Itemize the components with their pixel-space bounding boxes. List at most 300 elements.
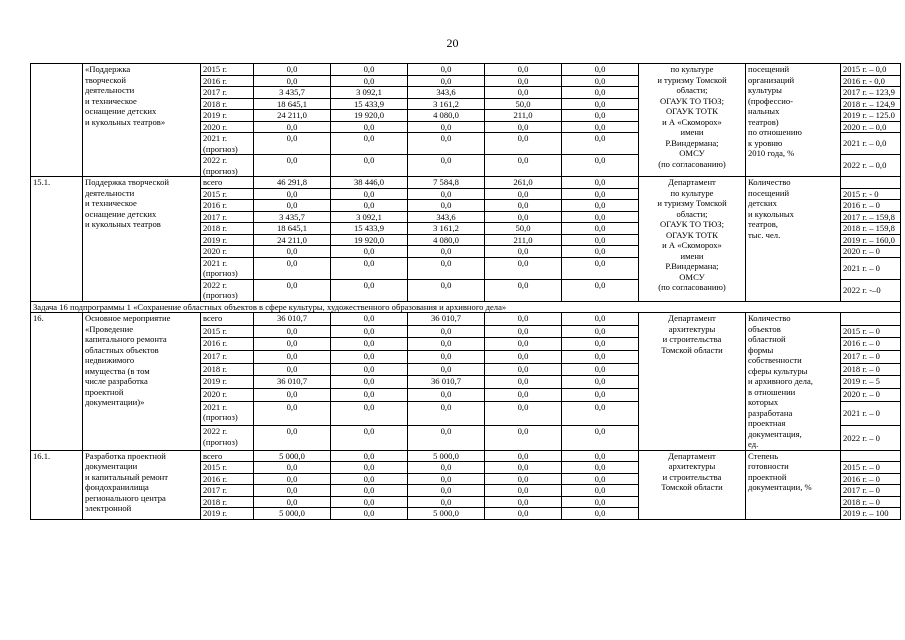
value-cell: 0,0 <box>562 389 639 402</box>
text-line: ОГАУК ТО ТЮЗ; <box>660 219 724 229</box>
target-cell: 2020 г. – 0 <box>841 389 901 402</box>
value-cell: 0,0 <box>485 75 562 87</box>
table-row <box>31 313 901 326</box>
text-line: Количество <box>748 177 791 187</box>
text-line: всего <box>203 450 223 461</box>
value-cell: 0,0 <box>254 75 331 87</box>
item-name <box>83 177 201 302</box>
year-cell <box>201 389 254 402</box>
value-cell: 3 161,2 <box>408 98 485 110</box>
value-cell: 0,0 <box>562 401 639 425</box>
target-cell: 2015 г. – 0 <box>841 325 901 338</box>
target-cell: 2015 г. – 0 <box>841 462 901 474</box>
text-line: 2017 г. <box>203 351 228 362</box>
year-cell <box>201 87 254 99</box>
target-cell: 2017 г. – 123,9 <box>841 87 901 99</box>
text-line: имени <box>680 127 704 137</box>
value-cell: 0,0 <box>562 200 639 212</box>
year-cell <box>201 496 254 508</box>
text-line: области; <box>676 208 708 219</box>
text-line: 2021 г. <box>203 257 228 268</box>
text-line: 2016 г. <box>203 338 228 349</box>
value-cell: 0,0 <box>485 363 562 376</box>
text-line: электронной <box>85 503 132 513</box>
value-cell: 0,0 <box>562 110 639 122</box>
page-number: 20 <box>446 36 459 50</box>
value-cell: 5 000,0 <box>254 450 331 462</box>
text-line: фондохранилища <box>85 482 149 492</box>
value-cell: 24 211,0 <box>254 110 331 122</box>
value-cell: 0,0 <box>562 188 639 200</box>
year-cell <box>201 155 254 177</box>
text-line: разработана <box>748 407 793 418</box>
value-cell: 46 291,8 <box>254 177 331 189</box>
value-cell: 0,0 <box>562 87 639 99</box>
value-cell: 0,0 <box>562 75 639 87</box>
text-line: ед. <box>748 439 759 449</box>
text-line: готовности <box>748 461 789 471</box>
value-cell: 0,0 <box>562 473 639 485</box>
table-row <box>31 177 901 189</box>
value-cell: 0,0 <box>562 351 639 364</box>
year-cell <box>201 313 254 326</box>
year-cell <box>201 376 254 389</box>
text-line: области; <box>676 85 708 95</box>
value-cell: 0,0 <box>254 279 331 301</box>
text-line: недвижимого <box>85 355 135 365</box>
value-cell: 0,0 <box>562 133 639 155</box>
text-line: тыс. чел. <box>748 229 781 240</box>
value-cell: 0,0 <box>485 257 562 279</box>
value-cell: 0,0 <box>331 462 408 474</box>
text-line: 2019 г. <box>203 508 228 518</box>
value-cell: 5 000,0 <box>254 508 331 520</box>
text-line: собственности <box>748 355 802 365</box>
text-line: 2022 г. <box>203 155 228 165</box>
target-cell: 2018 г. – 0 <box>841 496 901 508</box>
target-cell: 2017 г. – 0 <box>841 351 901 364</box>
year-cell <box>201 450 254 462</box>
year-cell <box>201 64 254 76</box>
text-line: и кукольных <box>748 208 794 219</box>
text-line: нальных <box>748 106 780 116</box>
value-cell: 0,0 <box>408 389 485 402</box>
year-cell <box>201 351 254 364</box>
value-cell: 0,0 <box>254 363 331 376</box>
text-line: ОГАУК ТОТК <box>666 229 718 240</box>
text-line: всего <box>203 177 223 187</box>
year-cell <box>201 426 254 450</box>
value-cell: 0,0 <box>562 279 639 301</box>
value-cell: 0,0 <box>254 496 331 508</box>
text-line: (по согласованию) <box>658 282 726 292</box>
value-cell: 0,0 <box>408 401 485 425</box>
target-cell: 2016 г. – 0 <box>841 338 901 351</box>
value-cell: 0,0 <box>485 508 562 520</box>
text-line: формы <box>748 344 774 355</box>
year-cell <box>201 133 254 155</box>
value-cell: 211,0 <box>485 234 562 246</box>
value-cell: 4 080,0 <box>408 110 485 122</box>
value-cell: 3 435,7 <box>254 87 331 99</box>
value-cell: 0,0 <box>485 450 562 462</box>
text-line: «Поддержка <box>85 64 131 74</box>
text-line: областных объектов <box>85 344 159 355</box>
text-line: 2021 г. <box>203 133 228 143</box>
value-cell: 0,0 <box>485 64 562 76</box>
target-cell: 2022 г. – 0 <box>841 426 901 450</box>
value-cell: 0,0 <box>408 473 485 485</box>
value-cell: 0,0 <box>331 279 408 301</box>
value-cell: 5 000,0 <box>408 508 485 520</box>
text-line: посещений <box>748 64 790 74</box>
target-cell: 2015 г. – 0,0 <box>841 64 901 76</box>
value-cell: 3 161,2 <box>408 223 485 235</box>
value-cell: 0,0 <box>331 450 408 462</box>
text-line: всего <box>203 313 223 323</box>
text-line: Р.Виндермана; <box>665 261 719 271</box>
value-cell: 0,0 <box>331 401 408 425</box>
text-line: 2018 г. <box>203 496 228 507</box>
text-line: 2015 г. <box>203 462 228 472</box>
text-line: (прогноз) <box>203 143 238 154</box>
item-name <box>83 64 201 177</box>
value-cell: 0,0 <box>408 75 485 87</box>
text-line: 2016 г. <box>203 200 228 210</box>
value-cell: 0,0 <box>254 389 331 402</box>
text-line: организаций <box>748 74 795 85</box>
table-row <box>31 64 901 76</box>
text-line: имени <box>680 250 704 261</box>
text-line: по отношению <box>748 127 802 137</box>
value-cell: 38 446,0 <box>331 177 408 189</box>
text-line: 2016 г. <box>203 473 228 484</box>
value-cell: 0,0 <box>408 338 485 351</box>
value-cell: 15 433,9 <box>331 223 408 235</box>
text-line: творческой <box>85 74 126 85</box>
value-cell: 0,0 <box>562 155 639 177</box>
value-cell: 343,6 <box>408 87 485 99</box>
task-title: Задача 16 подпрограммы 1 «Сохранение областных объектов в сфере культуры, художественного образования и архивного дела» <box>31 301 901 313</box>
value-cell: 36 010,7 <box>408 376 485 389</box>
value-cell: 0,0 <box>562 363 639 376</box>
indicator <box>746 450 841 519</box>
text-line: 2019 г. <box>203 110 228 120</box>
value-cell: 0,0 <box>408 155 485 177</box>
value-cell: 0,0 <box>254 200 331 212</box>
target-cell: 2016 г. - 0,0 <box>841 75 901 87</box>
text-line: и А «Скоморох» <box>662 116 722 127</box>
value-cell: 261,0 <box>485 177 562 189</box>
year-cell <box>201 223 254 235</box>
text-line: имущества (в том <box>85 365 150 376</box>
target-cell: 2015 г. - 0 <box>841 188 901 200</box>
text-line: Департамент <box>668 450 716 461</box>
text-line: деятельности <box>85 85 135 95</box>
value-cell: 15 433,9 <box>331 98 408 110</box>
value-cell: 0,0 <box>254 257 331 279</box>
text-line: капитального ремонта <box>85 334 167 344</box>
value-cell: 0,0 <box>331 376 408 389</box>
year-cell <box>201 485 254 497</box>
year-cell <box>201 325 254 338</box>
item-number: 16.1. <box>31 450 83 519</box>
item-number: 15.1. <box>31 177 83 302</box>
text-line: «Проведение <box>85 323 134 334</box>
text-line: (прогноз) <box>203 436 238 447</box>
text-line: 2020 г. <box>203 246 228 256</box>
value-cell: 0,0 <box>408 485 485 497</box>
target-cell <box>841 177 901 189</box>
year-cell <box>201 177 254 189</box>
year-cell <box>201 338 254 351</box>
value-cell: 0,0 <box>562 450 639 462</box>
text-line: ОМСУ <box>679 271 705 282</box>
value-cell: 3 092,1 <box>331 211 408 223</box>
text-line: (прогноз) <box>203 412 238 423</box>
value-cell: 0,0 <box>254 485 331 497</box>
year-cell <box>201 188 254 200</box>
value-cell: 0,0 <box>408 188 485 200</box>
value-cell: 0,0 <box>331 496 408 508</box>
text-line: ОГАУК ТОТК <box>666 106 718 116</box>
value-cell: 0,0 <box>408 200 485 212</box>
value-cell: 0,0 <box>562 508 639 520</box>
year-cell <box>201 508 254 520</box>
text-line: 2017 г. <box>203 87 228 97</box>
text-line: архитектуры <box>668 323 716 334</box>
value-cell: 0,0 <box>254 121 331 133</box>
text-line: архитектуры <box>668 461 716 471</box>
value-cell: 0,0 <box>408 363 485 376</box>
target-cell: 2017 г. – 159,8 <box>841 211 901 223</box>
value-cell: 0,0 <box>562 496 639 508</box>
value-cell: 0,0 <box>408 496 485 508</box>
value-cell: 7 584,8 <box>408 177 485 189</box>
text-line: и капитальный ремонт <box>85 471 168 482</box>
text-line: культуры <box>748 85 782 95</box>
text-line: 2019 г. <box>203 376 228 387</box>
text-line: 2019 г. <box>203 234 228 245</box>
value-cell: 0,0 <box>485 133 562 155</box>
text-line: и туризму Томской <box>657 74 727 85</box>
value-cell: 0,0 <box>562 246 639 258</box>
text-line: 2016 г. <box>203 75 228 86</box>
value-cell: 0,0 <box>254 325 331 338</box>
text-line: 2015 г. <box>203 188 228 199</box>
value-cell: 343,6 <box>408 211 485 223</box>
value-cell: 0,0 <box>485 325 562 338</box>
target-cell: 2016 г. – 0 <box>841 200 901 212</box>
value-cell: 0,0 <box>562 234 639 246</box>
value-cell: 0,0 <box>254 133 331 155</box>
value-cell: 0,0 <box>408 121 485 133</box>
value-cell: 0,0 <box>408 462 485 474</box>
target-cell: 2017 г. – 0 <box>841 485 901 497</box>
target-cell: 2019 г. – 160,0 <box>841 234 901 246</box>
value-cell: 0,0 <box>408 257 485 279</box>
value-cell: 0,0 <box>331 155 408 177</box>
text-line: 2017 г. <box>203 211 228 222</box>
value-cell: 0,0 <box>562 223 639 235</box>
value-cell: 0,0 <box>254 246 331 258</box>
text-line: 2010 года, % <box>748 148 795 158</box>
executor <box>639 177 746 302</box>
text-line: 2022 г. <box>203 279 228 290</box>
value-cell: 0,0 <box>254 462 331 474</box>
target-cell: 2021 г. – 0 <box>841 401 901 425</box>
value-cell: 0,0 <box>408 325 485 338</box>
value-cell: 0,0 <box>485 496 562 508</box>
target-cell: 2022 г. -–0 <box>841 279 901 301</box>
text-line: и А «Скоморох» <box>662 240 722 250</box>
value-cell: 36 010,7 <box>408 313 485 326</box>
text-line: и туризму Томской <box>657 198 727 208</box>
value-cell: 0,0 <box>254 64 331 76</box>
value-cell: 0,0 <box>331 257 408 279</box>
target-cell: 2022 г. – 0,0 <box>841 155 901 177</box>
value-cell: 0,0 <box>562 177 639 189</box>
text-line: ОМСУ <box>679 148 705 158</box>
value-cell: 0,0 <box>331 121 408 133</box>
table-row <box>31 450 901 462</box>
value-cell: 0,0 <box>485 485 562 497</box>
text-line: сферы культуры <box>748 365 808 376</box>
value-cell: 0,0 <box>562 376 639 389</box>
value-cell: 0,0 <box>562 338 639 351</box>
text-line: документации, % <box>748 482 812 492</box>
text-line: регионального центра <box>85 492 166 503</box>
value-cell: 0,0 <box>254 338 331 351</box>
value-cell: 0,0 <box>331 485 408 497</box>
target-cell <box>841 313 901 326</box>
value-cell: 0,0 <box>331 313 408 326</box>
year-cell <box>201 279 254 301</box>
value-cell: 0,0 <box>485 246 562 258</box>
value-cell: 0,0 <box>331 338 408 351</box>
target-cell <box>841 450 901 462</box>
year-cell <box>201 121 254 133</box>
item-number <box>31 64 83 177</box>
text-line: по культуре <box>670 187 714 198</box>
value-cell: 18 645,1 <box>254 98 331 110</box>
text-line: которых <box>748 397 779 407</box>
target-cell: 2018 г. – 159,8 <box>841 223 901 235</box>
value-cell: 0,0 <box>562 257 639 279</box>
value-cell: 5 000,0 <box>408 450 485 462</box>
text-line: театров, <box>748 219 778 229</box>
executor <box>639 313 746 451</box>
value-cell: 19 920,0 <box>331 234 408 246</box>
value-cell: 0,0 <box>485 313 562 326</box>
text-line: оснащение детских <box>85 208 157 219</box>
value-cell: 0,0 <box>408 351 485 364</box>
year-cell <box>201 401 254 425</box>
text-line: по культуре <box>670 64 714 74</box>
value-cell: 0,0 <box>485 426 562 450</box>
text-line: Департамент <box>668 313 716 323</box>
value-cell: 0,0 <box>485 121 562 133</box>
text-line: Томской области <box>661 344 723 355</box>
target-cell: 2018 г. – 124,9 <box>841 98 901 110</box>
value-cell: 0,0 <box>408 426 485 450</box>
text-line: 2022 г. <box>203 426 228 437</box>
text-line: деятельности <box>85 187 135 198</box>
value-cell: 0,0 <box>485 473 562 485</box>
year-cell <box>201 257 254 279</box>
value-cell: 0,0 <box>331 188 408 200</box>
program-table <box>30 63 901 520</box>
value-cell: 0,0 <box>562 98 639 110</box>
value-cell: 0,0 <box>331 200 408 212</box>
value-cell: 0,0 <box>562 121 639 133</box>
value-cell: 24 211,0 <box>254 234 331 246</box>
value-cell: 0,0 <box>331 473 408 485</box>
target-cell: 2021 г. – 0,0 <box>841 133 901 155</box>
text-line: и техническое <box>85 198 137 208</box>
text-line: (прогноз) <box>203 290 238 300</box>
year-cell <box>201 98 254 110</box>
value-cell: 0,0 <box>485 200 562 212</box>
target-cell: 2021 г. – 0 <box>841 257 901 279</box>
value-cell: 0,0 <box>408 246 485 258</box>
text-line: 2018 г. <box>203 98 228 109</box>
indicator <box>746 177 841 302</box>
text-line: Р.Виндермана; <box>665 137 719 148</box>
year-cell <box>201 110 254 122</box>
text-line: документации <box>85 461 138 471</box>
text-line: областной <box>748 334 786 344</box>
text-line: и кукольных театров» <box>85 116 166 127</box>
text-line: проектной <box>748 471 787 482</box>
target-cell: 2020 г. – 0,0 <box>841 121 901 133</box>
text-line: в отношении <box>748 386 796 397</box>
target-cell: 2016 г. – 0 <box>841 473 901 485</box>
value-cell: 0,0 <box>408 64 485 76</box>
item-name <box>83 450 201 519</box>
value-cell: 0,0 <box>331 133 408 155</box>
year-cell <box>201 200 254 212</box>
value-cell: 0,0 <box>485 376 562 389</box>
value-cell: 0,0 <box>485 338 562 351</box>
value-cell: 0,0 <box>331 426 408 450</box>
value-cell: 0,0 <box>485 188 562 200</box>
text-line: Количество <box>748 313 791 323</box>
value-cell: 0,0 <box>562 462 639 474</box>
value-cell: 0,0 <box>254 188 331 200</box>
text-line: проектная <box>748 418 786 428</box>
value-cell: 0,0 <box>485 401 562 425</box>
value-cell: 3 435,7 <box>254 211 331 223</box>
year-cell <box>201 211 254 223</box>
target-cell: 2018 г. – 0 <box>841 363 901 376</box>
task-row <box>31 301 901 313</box>
text-line: числе разработка <box>85 376 148 386</box>
text-line: Разработка проектной <box>85 450 166 461</box>
value-cell: 19 920,0 <box>331 110 408 122</box>
text-line: и строительства <box>662 334 722 344</box>
text-line: объектов <box>748 323 781 334</box>
value-cell: 3 092,1 <box>331 87 408 99</box>
target-cell: 2019 г. – 100 <box>841 508 901 520</box>
text-line: 2015 г. <box>203 325 228 336</box>
value-cell: 0,0 <box>485 279 562 301</box>
value-cell: 0,0 <box>254 351 331 364</box>
value-cell: 0,0 <box>562 211 639 223</box>
value-cell: 0,0 <box>254 155 331 177</box>
value-cell: 4 080,0 <box>408 234 485 246</box>
value-cell: 0,0 <box>485 155 562 177</box>
